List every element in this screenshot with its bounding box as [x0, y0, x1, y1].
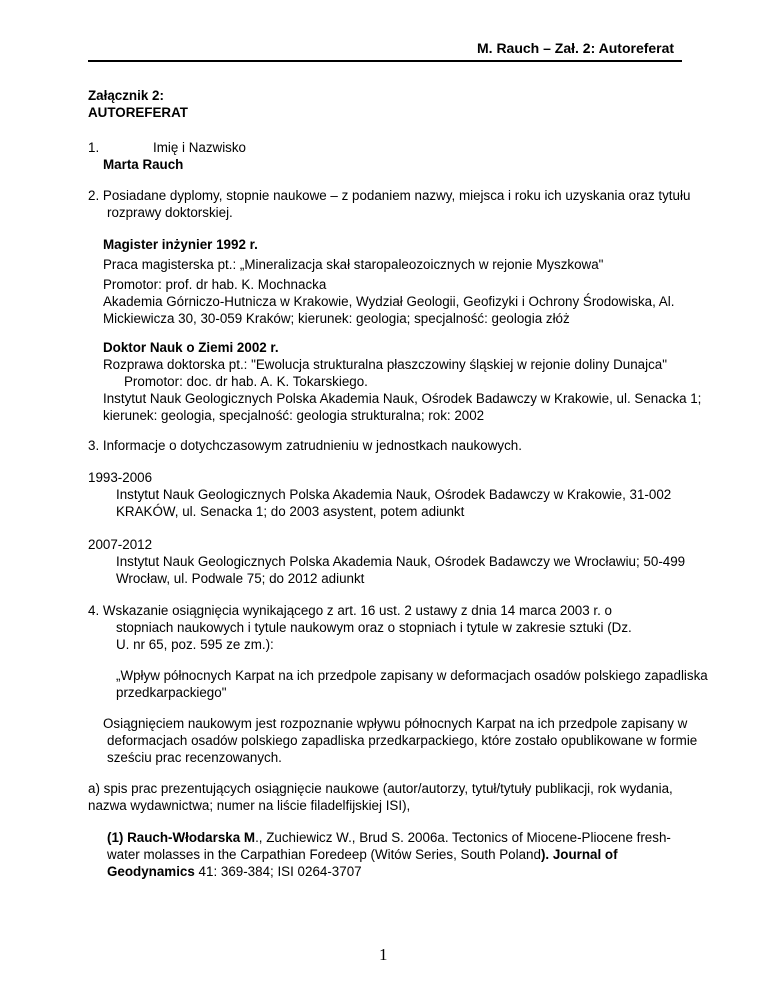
- job1-line1: Instytut Nauk Geologicznych Polska Akademia Nauk, Ośrodek Badawczy w Krakowie, 31-002: [116, 487, 672, 502]
- section4-heading-cont2: U. nr 65, poz. 595 ze zm.):: [116, 637, 274, 652]
- achievement-description: Osiągnięciem naukowym jest rozpoznanie wpływu północnych Karpat na ich przedpole zapisany w: [103, 716, 688, 731]
- publication-list-intro: a) spis prac prezentujących osiągnięcie naukowe (autor/autorzy, tytuł/tytuły publikacji, rok wydania,: [88, 781, 673, 796]
- publication-item-line2: [107, 846, 618, 863]
- section4-heading: 4. Wskazanie osiągnięcia wynikającego z art. 16 ust. 2 ustawy z dnia 14 marca 2003 r. o: [88, 603, 612, 618]
- magister-institution: Akademia Górniczo-Hutnicza w Krakowie, Wydział Geologii, Geofizyki i Ochrony Środowiska, Al.: [103, 294, 675, 309]
- magister-promoter: Promotor: prof. dr hab. K. Mochnacka: [103, 277, 327, 292]
- section4-heading-cont1: stopniach naukowych i tytule naukowym oraz o stopniach i tytule w zakresie sztuki (Dz.: [116, 620, 632, 635]
- publication-item-line1: [107, 829, 671, 846]
- magister-institution-cont: Mickiewicza 30, 30-059 Kraków; kierunek: geologia; specjalność: geologia złóż: [103, 311, 570, 326]
- doktor-promoter: Promotor: doc. dr hab. A. K. Tokarskiego.: [124, 374, 368, 389]
- magister-thesis: Praca magisterska pt.: „Mineralizacja skał staropaleozoicznych w rejonie Myszkowa": [103, 257, 604, 272]
- section1-label: Imię i Nazwisko: [153, 140, 247, 155]
- publication-text: ., Zuchiewicz W., Brud S. 2006a. Tectonics of Miocene-Pliocene fresh-: [255, 830, 671, 845]
- annex-title: AUTOREFERAT: [88, 105, 188, 120]
- publication-author: (1) Rauch-Włodarska M: [107, 830, 256, 845]
- publication-journal: ). Journal of: [540, 847, 618, 862]
- doktor-institution: Instytut Nauk Geologicznych Polska Akademia Nauk, Ośrodek Badawczy w Krakowie, ul. Senacka 1;: [103, 391, 702, 406]
- running-header: M. Rauch – Zał. 2: Autoreferat: [477, 40, 675, 56]
- job1-line2: KRAKÓW, ul. Senacka 1; do 2003 asystent, potem adiunkt: [116, 504, 465, 519]
- publication-text-cont: water molasses in the Carpathian Foredeep (Witów Series, South Poland: [107, 847, 541, 862]
- job2-line1: Instytut Nauk Geologicznych Polska Akademia Nauk, Ośrodek Badawczy we Wrocławiu; 50-499: [116, 554, 686, 569]
- doktor-title: Doktor Nauk o Ziemi 2002 r.: [103, 340, 279, 355]
- section3-heading: 3. Informacje o dotychczasowym zatrudnieniu w jednostkach naukowych.: [88, 438, 522, 453]
- annex-label: Załącznik 2:: [88, 88, 164, 103]
- job2-line2: Wrocław, ul. Podwale 75; do 2012 adiunkt: [116, 571, 365, 586]
- author-name: Marta Rauch: [103, 157, 184, 172]
- achievement-description-cont2: sześciu prac recenzowanych.: [107, 750, 282, 765]
- publication-list-intro-cont: nazwa wydawnictwa; numer na liście filadelfijskiej ISI),: [88, 798, 411, 813]
- header-rule: [88, 60, 682, 62]
- section2-heading: 2. Posiadane dyplomy, stopnie naukowe – z podaniem nazwy, miejsca i roku ich uzyskania oraz tytułu: [88, 188, 691, 203]
- achievement-title-cont: przedkarpackiego": [116, 685, 227, 700]
- doktor-thesis: Rozprawa doktorska pt.: "Ewolucja strukturalna płaszczowiny śląskiej w rejonie doliny Dunajca": [103, 357, 667, 372]
- achievement-title: „Wpływ północnych Karpat na ich przedpole zapisany w deformacjach osadów polskiego zapadliska: [116, 668, 708, 683]
- publication-issue: 41: 369-384; ISI 0264-3707: [194, 864, 362, 879]
- publication-journal-cont: Geodynamics: [107, 864, 195, 879]
- job2-years: 2007-2012: [88, 537, 153, 552]
- achievement-description-cont1: deformacjach osadów polskiego zapadliska przedkarpackiego, które zostało opublikowane w formie: [107, 733, 698, 748]
- section2-heading-cont: rozprawy doktorskiej.: [107, 205, 233, 220]
- page-number: 1: [379, 945, 388, 964]
- publication-item-line3: [107, 863, 362, 880]
- job1-years: 1993-2006: [88, 470, 153, 485]
- magister-title: Magister inżynier 1992 r.: [103, 237, 258, 252]
- doktor-institution-cont: kierunek: geologia, specjalność: geologia strukturalna; rok: 2002: [103, 408, 485, 423]
- section1-number: 1.: [88, 140, 100, 155]
